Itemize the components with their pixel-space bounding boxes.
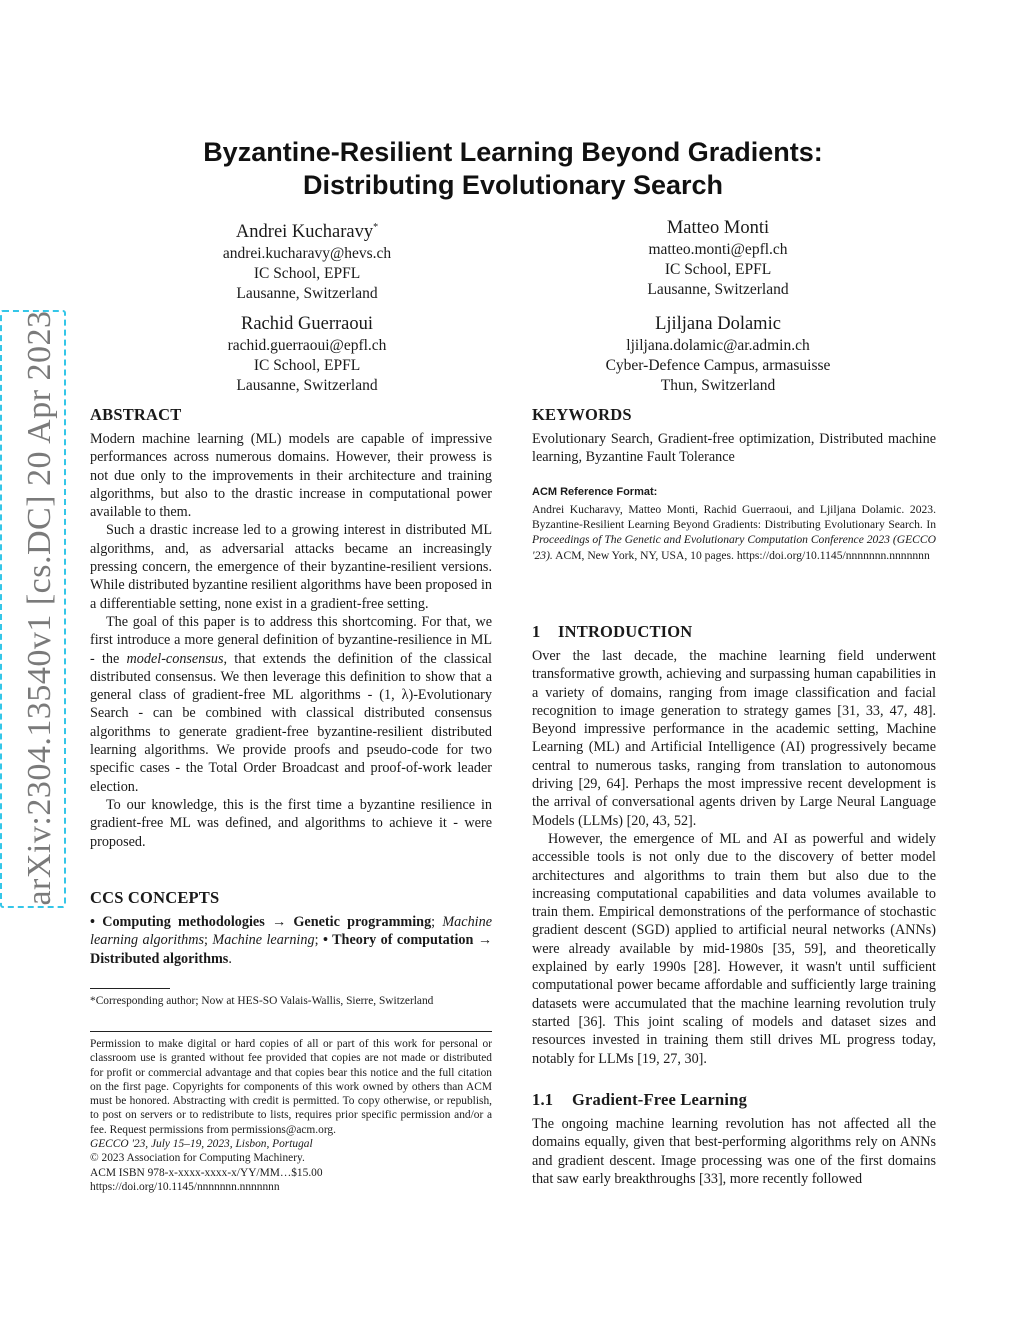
author-location: Lausanne, Switzerland <box>647 281 789 298</box>
ccs-concepts: • Computing methodologies → Genetic programming; Machine learning algorithms; Machine learning; • Theory of computation → Distributed algorithms. <box>90 914 493 967</box>
acm-reference: Andrei Kucharavy, Matteo Monti, Rachid Guerraoui, and Ljiljana Dolamic. 2023. Byzantine-Resilient Learning Beyond Gradients: Distributing Evolutionary Search. In Proceedings of The Genetic and Evolutionary Computation Conference 2023 (GECCO '23). ACM, New York, NY, USA, 10 pages. https://doi.org/10.1145/nnnnnnn.nnnnnnn <box>532 503 936 562</box>
subsection-paragraph: The ongoing machine learning revolution has not affected all the domains equally, given that best-performing algorithms rely on ANNs and gradient descent. Image processing was one of the first domains that saw early breakthroughs [33], more recently followed <box>532 1116 936 1187</box>
author-location: Lausanne, Switzerland <box>236 377 378 394</box>
arxiv-identifier: arXiv:2304.13540v1 [cs.DC] 20 Apr 2023 <box>21 310 58 906</box>
title-line-1: Byzantine-Resilient Learning Beyond Gradients: <box>203 137 823 167</box>
author-block-3 <box>157 312 457 396</box>
intro-heading: 1 INTRODUCTION <box>532 622 693 641</box>
author-name: Ljiljana Dolamic <box>655 314 781 334</box>
subsection-body <box>532 1115 936 1188</box>
abstract-paragraph: To our knowledge, this is the first time a byzantine resilience in gradient-free ML was defined, and algorithms to achieve it - were proposed. <box>90 796 492 850</box>
abstract-paragraph: Modern machine learning (ML) models are capable of impressive performances across numerous domains. However, their prowess is not due only to the improvements in their architecture and training algorithms, but also to the drastic increase in computational power available to them. <box>90 431 492 521</box>
author-affiliation: IC School, EPFL <box>253 265 361 283</box>
intro-paragraph: Over the last decade, the machine learning field underwent transformative growth, achieving and surpassing human capabilities in a variety of domains, ranging from image classification and facial recognition to image generation to strategy games [31, 33, 47, 48]. Beyond impressive performance in the academic setting, Machine Learning (ML) and Artificial Intelligence (AI) progressively became central to numerous tasks, ranging from translation to autonomous driving [29, 64]. Perhaps the most impressive recent development is the arrival of conversational agents driven by Large Neural Language Models (LLMs) [20, 43, 52]. <box>532 648 936 829</box>
permission-notice <box>90 1037 492 1194</box>
abstract-heading: ABSTRACT <box>90 405 182 424</box>
title-line-2: Distributing Evolutionary Search <box>302 170 724 200</box>
doi-link[interactable]: https://doi.org/10.1145/nnnnnnn.nnnnnnn <box>90 1180 280 1193</box>
abstract-paragraph: Such a drastic increase led to a growing interest in distributed ML algorithms, and, as adversarial attacks became an increasingly pressing concern, the emergence of their byzantine-resilient versions. While distributed byzantine resilient algorithms have been proposed in a differentiable setting, none exist in a gradient-free setting. <box>90 522 492 612</box>
copyright-line: © 2023 Association for Computing Machinery. <box>90 1152 305 1165</box>
paper-title <box>90 136 936 202</box>
permission-rule <box>90 1031 492 1032</box>
ccs-heading: CCS CONCEPTS <box>90 888 220 907</box>
subsection-heading: 1.1 Gradient-Free Learning <box>532 1090 748 1109</box>
author-affiliation: Cyber-Defence Campus, armasuisse <box>605 357 831 374</box>
author-email: rachid.guerraoui@epfl.ch <box>227 337 387 354</box>
abstract-paragraph: The goal of this paper is to address this shortcoming. For that, we first introduce a more general definition of byzantine-resilience in ML - the model-consensus, that extends the definition of the classical distributed consensus. We then leverage this definition to show that a general class of gradient-free ML algorithms - (1, λ)-Evolutionary Search - can be combined with classical distributed consensus algorithms to generate gradient-free byzantine-resilient distributed learning algorithms. We provide proofs and pseudo-code for two specific cases - the Total Order Broadcast and proof-of-work leader election. <box>90 613 492 795</box>
author-location: Lausanne, Switzerland <box>236 285 378 303</box>
author-name: Rachid Guerraoui <box>240 314 374 334</box>
author-affiliation: IC School, EPFL <box>253 357 361 374</box>
author-block-2 <box>568 216 868 300</box>
abstract-body <box>90 430 492 851</box>
isbn-line: ACM ISBN 978-x-xxxx-xxxx-x/YY/MM…$15.00 <box>90 1166 323 1179</box>
author-block-4 <box>568 312 868 396</box>
footnote-rule <box>90 988 170 989</box>
author-name: Matteo Monti <box>666 218 770 238</box>
conference-line: GECCO '23, July 15–19, 2023, Lisbon, Portugal <box>90 1138 313 1151</box>
author-location: Thun, Switzerland <box>660 377 776 394</box>
author-name: Andrei Kucharavy* <box>235 222 379 243</box>
author-email: ljiljana.dolamic@ar.admin.ch <box>626 337 810 354</box>
permission-text: Permission to make digital or hard copies of all or part of this work for personal or classroom use is granted without fee provided that copies are not made or distributed for profit or commercial advantage and that copies bear this notice and the full citation on the first page. Copyrights for components of this work owned by others than ACM must be honored. Abstracting with credit is permitted. To copy otherwise, or republish, to post on servers or to redistribute to lists, requires prior specific permission and/or a fee. Request permissions from permissions@acm.org. <box>90 1038 492 1136</box>
keywords-heading: KEYWORDS <box>532 405 632 424</box>
author-email: andrei.kucharavy@hevs.ch <box>222 245 392 263</box>
intro-paragraph: However, the emergence of ML and AI as powerful and widely accessible tools is not only due to the discovery of better model architectures and algorithms to train them but also due to the increasing computational capabilities and data volumes available to train them. Empirical demonstrations of the performance of stochastic gradient descent (SGD) applied to artificial neural networks (ANNs) were already available by mid-1980s [35, 59], and theoretically explained by early 1990s [28]. However, it wasn't until sufficient computational power became affordable and sufficiently large training datasets were accumulated that the machine learning revolution truly started [36]. This joint scaling of models and dataset sizes and resources invested in training them still drives ML progress today, notably for LLMs [19, 27, 30]. <box>532 830 936 1067</box>
author-email: matteo.monti@epfl.ch <box>648 241 788 258</box>
intro-body <box>532 647 936 1068</box>
acm-ref-label: ACM Reference Format: <box>532 486 658 498</box>
author-block-1 <box>157 216 457 304</box>
footnote: *Corresponding author; Now at HES-SO Valais-Wallis, Sierre, Switzerland <box>90 995 434 1007</box>
keywords-text: Evolutionary Search, Gradient-free optimization, Distributed machine learning, Byzantine Fault Tolerance <box>532 431 936 466</box>
author-affiliation: IC School, EPFL <box>664 261 772 278</box>
